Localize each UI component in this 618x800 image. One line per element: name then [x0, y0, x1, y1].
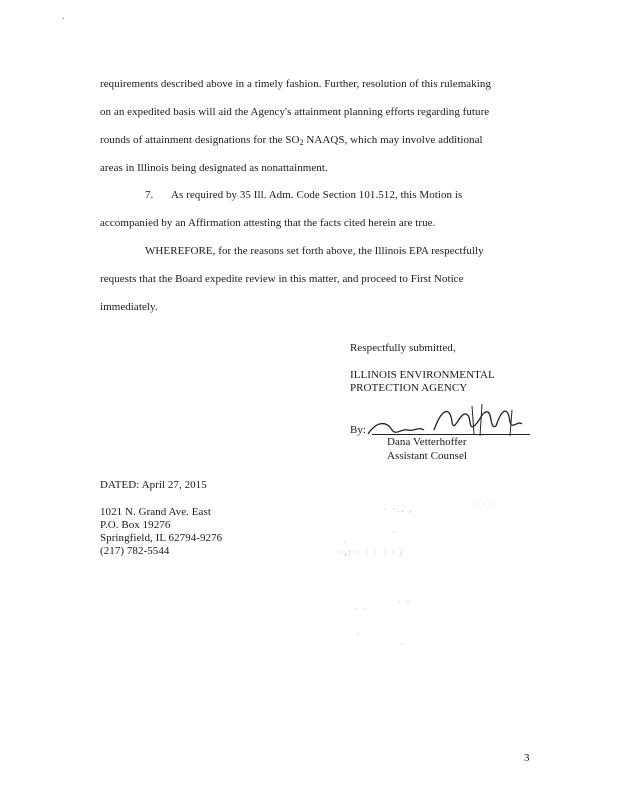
body-line-4: areas in Illinois being designated as nonattainment. — [100, 162, 328, 174]
wherefore-line-1: WHEREFORE, for the reasons set forth above, the Illinois EPA respectfully — [145, 245, 484, 257]
page-number: 3 — [524, 752, 530, 764]
by-label: By: — [350, 424, 367, 436]
scan-artifact: · — [343, 538, 348, 547]
scan-artifact: · · — [355, 605, 369, 614]
signature-line — [372, 434, 530, 435]
scan-artifact: · · — [398, 598, 412, 607]
body-line-3: rounds of attainment designations for the SO2 NAAQS, which may involve additional — [100, 134, 483, 147]
scan-artifact: · — [356, 630, 361, 639]
para7-line-1: As required by 35 Ill. Adm. Code Section 101.512, this Motion is — [171, 189, 463, 201]
body-line-1: requirements described above in a timely fashion. Further, resolution of this rulemaking — [100, 78, 491, 90]
closing: Respectfully submitted, — [350, 342, 456, 354]
address-line-1: 1021 N. Grand Ave. East — [100, 506, 211, 518]
scan-artifact: ·,: · · · · · / — [340, 548, 405, 557]
address-line-4: (217) 782-5544 — [100, 545, 170, 557]
scan-artifact: · — [400, 640, 405, 649]
scan-speck — [63, 18, 64, 19]
scan-artifact: · — [392, 528, 397, 537]
signer-title: Assistant Counsel — [387, 450, 467, 462]
dated-line: DATED: April 27, 2015 — [100, 479, 207, 491]
body-line-2: on an expedited basis will aid the Agency's attainment planning efforts regarding future — [100, 106, 490, 118]
address-line-2: P.O. Box 19276 — [100, 519, 171, 531]
agency-line-2: PROTECTION AGENCY — [350, 382, 468, 394]
signer-name: Dana Vetterhoffer — [387, 436, 467, 448]
scan-artifact: · ·.. , — [384, 505, 414, 514]
paragraph-number: 7. — [145, 189, 154, 201]
address-line-3: Springfield, IL 62794-9276 — [100, 532, 223, 544]
agency-line-1: ILLINOIS ENVIRONMENTAL — [350, 369, 495, 381]
scan-artifact: · · · — [474, 500, 496, 509]
wherefore-line-2: requests that the Board expedite review in this matter, and proceed to First Notice — [100, 273, 464, 285]
wherefore-line-3: immediately. — [100, 301, 158, 313]
para7-line-2: accompanied by an Affirmation attesting that the facts cited herein are true. — [100, 217, 436, 229]
